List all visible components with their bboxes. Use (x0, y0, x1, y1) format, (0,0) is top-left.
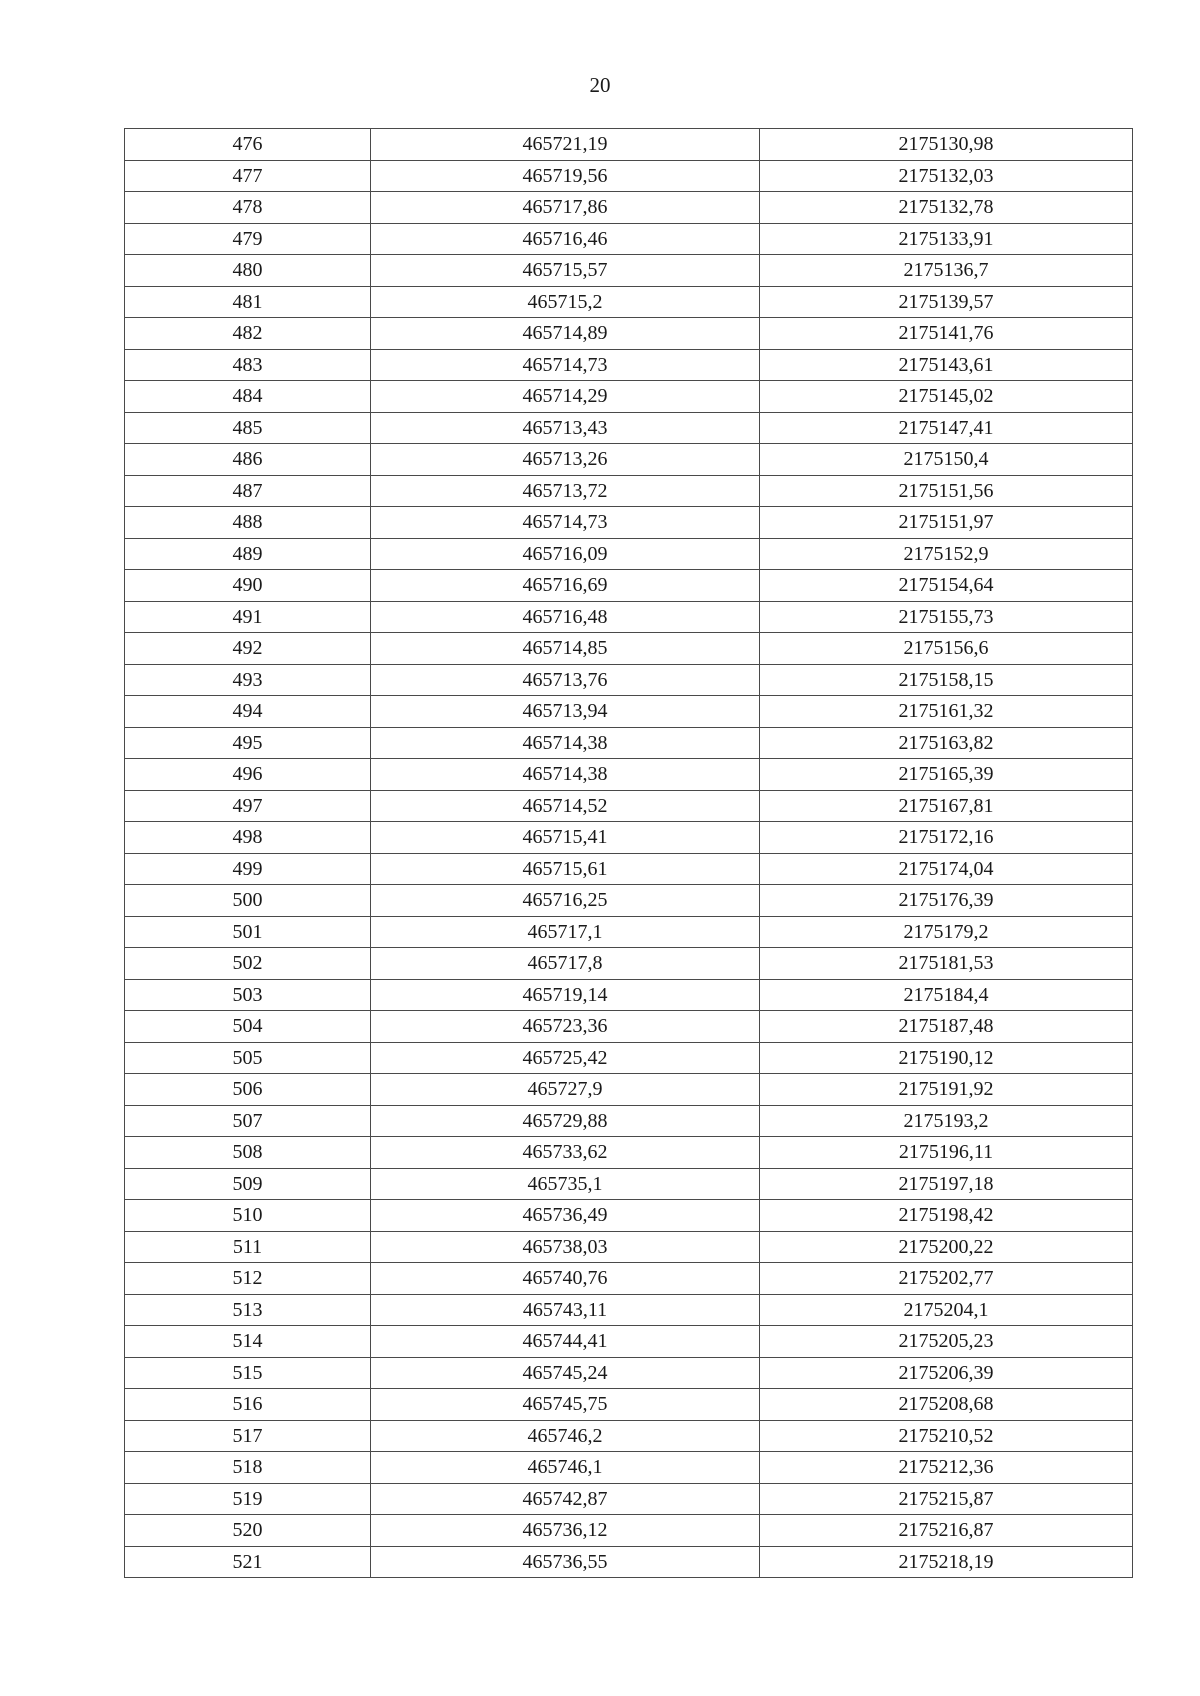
point-number-cell: 491 (125, 601, 371, 633)
point-number-cell: 505 (125, 1042, 371, 1074)
table-row (125, 979, 1133, 1011)
table-row (125, 255, 1133, 287)
page-number: 20 (589, 73, 611, 97)
point-number-cell: 521 (125, 1546, 371, 1578)
point-number-cell: 513 (125, 1294, 371, 1326)
y-coordinate-cell: 2175130,98 (760, 129, 1133, 161)
y-coordinate-cell: 2175190,12 (760, 1042, 1133, 1074)
table-row (125, 696, 1133, 728)
y-coordinate-cell: 2175184,4 (760, 979, 1133, 1011)
y-coordinate-cell: 2175150,4 (760, 444, 1133, 476)
table-row (125, 160, 1133, 192)
y-coordinate-cell: 2175212,36 (760, 1452, 1133, 1484)
table-row (125, 223, 1133, 255)
y-coordinate-cell: 2175156,6 (760, 633, 1133, 665)
point-number-cell: 509 (125, 1168, 371, 1200)
x-coordinate-cell: 465733,62 (371, 1137, 760, 1169)
table-row (125, 507, 1133, 539)
point-number-cell: 503 (125, 979, 371, 1011)
x-coordinate-cell: 465715,57 (371, 255, 760, 287)
table-row (125, 1294, 1133, 1326)
x-coordinate-cell: 465715,61 (371, 853, 760, 885)
y-coordinate-cell: 2175191,92 (760, 1074, 1133, 1106)
point-number-cell: 510 (125, 1200, 371, 1232)
y-coordinate-cell: 2175208,68 (760, 1389, 1133, 1421)
x-coordinate-cell: 465743,11 (371, 1294, 760, 1326)
point-number-cell: 476 (125, 129, 371, 161)
x-coordinate-cell: 465715,41 (371, 822, 760, 854)
x-coordinate-cell: 465713,72 (371, 475, 760, 507)
point-number-cell: 519 (125, 1483, 371, 1515)
x-coordinate-cell: 465744,41 (371, 1326, 760, 1358)
x-coordinate-cell: 465714,89 (371, 318, 760, 350)
y-coordinate-cell: 2175204,1 (760, 1294, 1133, 1326)
point-number-cell: 520 (125, 1515, 371, 1547)
table-row (125, 286, 1133, 318)
x-coordinate-cell: 465735,1 (371, 1168, 760, 1200)
x-coordinate-cell: 465745,75 (371, 1389, 760, 1421)
x-coordinate-cell: 465716,48 (371, 601, 760, 633)
x-coordinate-cell: 465738,03 (371, 1231, 760, 1263)
y-coordinate-cell: 2175181,53 (760, 948, 1133, 980)
table-row (125, 1200, 1133, 1232)
x-coordinate-cell: 465717,86 (371, 192, 760, 224)
x-coordinate-cell: 465725,42 (371, 1042, 760, 1074)
y-coordinate-cell: 2175197,18 (760, 1168, 1133, 1200)
x-coordinate-cell: 465713,26 (371, 444, 760, 476)
y-coordinate-cell: 2175151,56 (760, 475, 1133, 507)
table-row (125, 1011, 1133, 1043)
table-row (125, 759, 1133, 791)
point-number-cell: 502 (125, 948, 371, 980)
table-row (125, 885, 1133, 917)
table-row (125, 1452, 1133, 1484)
table-row (125, 1074, 1133, 1106)
point-number-cell: 501 (125, 916, 371, 948)
point-number-cell: 507 (125, 1105, 371, 1137)
point-number-cell: 500 (125, 885, 371, 917)
x-coordinate-cell: 465719,56 (371, 160, 760, 192)
point-number-cell: 488 (125, 507, 371, 539)
y-coordinate-cell: 2175216,87 (760, 1515, 1133, 1547)
x-coordinate-cell: 465716,09 (371, 538, 760, 570)
x-coordinate-cell: 465745,24 (371, 1357, 760, 1389)
y-coordinate-cell: 2175202,77 (760, 1263, 1133, 1295)
x-coordinate-cell: 465716,69 (371, 570, 760, 602)
y-coordinate-cell: 2175139,57 (760, 286, 1133, 318)
y-coordinate-cell: 2175210,52 (760, 1420, 1133, 1452)
y-coordinate-cell: 2175155,73 (760, 601, 1133, 633)
point-number-cell: 492 (125, 633, 371, 665)
x-coordinate-cell: 465714,85 (371, 633, 760, 665)
x-coordinate-cell: 465715,2 (371, 286, 760, 318)
table-row (125, 948, 1133, 980)
y-coordinate-cell: 2175152,9 (760, 538, 1133, 570)
x-coordinate-cell: 465713,43 (371, 412, 760, 444)
point-number-cell: 485 (125, 412, 371, 444)
x-coordinate-cell: 465716,25 (371, 885, 760, 917)
point-number-cell: 481 (125, 286, 371, 318)
table-row (125, 381, 1133, 413)
point-number-cell: 483 (125, 349, 371, 381)
y-coordinate-cell: 2175133,91 (760, 223, 1133, 255)
table-row (125, 633, 1133, 665)
point-number-cell: 498 (125, 822, 371, 854)
point-number-cell: 495 (125, 727, 371, 759)
table-row (125, 475, 1133, 507)
x-coordinate-cell: 465736,49 (371, 1200, 760, 1232)
table-row (125, 1515, 1133, 1547)
x-coordinate-cell: 465714,38 (371, 727, 760, 759)
x-coordinate-cell: 465713,94 (371, 696, 760, 728)
table-row (125, 1326, 1133, 1358)
y-coordinate-cell: 2175179,2 (760, 916, 1133, 948)
point-number-cell: 504 (125, 1011, 371, 1043)
y-coordinate-cell: 2175215,87 (760, 1483, 1133, 1515)
x-coordinate-cell: 465714,73 (371, 507, 760, 539)
x-coordinate-cell: 465721,19 (371, 129, 760, 161)
point-number-cell: 516 (125, 1389, 371, 1421)
table-row (125, 1137, 1133, 1169)
y-coordinate-cell: 2175158,15 (760, 664, 1133, 696)
table-row (125, 1105, 1133, 1137)
point-number-cell: 517 (125, 1420, 371, 1452)
point-number-cell: 496 (125, 759, 371, 791)
y-coordinate-cell: 2175147,41 (760, 412, 1133, 444)
y-coordinate-cell: 2175154,64 (760, 570, 1133, 602)
table-row (125, 1231, 1133, 1263)
point-number-cell: 511 (125, 1231, 371, 1263)
y-coordinate-cell: 2175151,97 (760, 507, 1133, 539)
x-coordinate-cell: 465714,29 (371, 381, 760, 413)
y-coordinate-cell: 2175132,78 (760, 192, 1133, 224)
y-coordinate-cell: 2175176,39 (760, 885, 1133, 917)
y-coordinate-cell: 2175165,39 (760, 759, 1133, 791)
table-row (125, 1357, 1133, 1389)
x-coordinate-cell: 465727,9 (371, 1074, 760, 1106)
y-coordinate-cell: 2175193,2 (760, 1105, 1133, 1137)
x-coordinate-cell: 465723,36 (371, 1011, 760, 1043)
y-coordinate-cell: 2175143,61 (760, 349, 1133, 381)
point-number-cell: 487 (125, 475, 371, 507)
table-row (125, 1546, 1133, 1578)
point-number-cell: 480 (125, 255, 371, 287)
y-coordinate-cell: 2175205,23 (760, 1326, 1133, 1358)
table-row (125, 664, 1133, 696)
table-row (125, 349, 1133, 381)
x-coordinate-cell: 465716,46 (371, 223, 760, 255)
point-number-cell: 508 (125, 1137, 371, 1169)
y-coordinate-cell: 2175167,81 (760, 790, 1133, 822)
y-coordinate-cell: 2175218,19 (760, 1546, 1133, 1578)
point-number-cell: 499 (125, 853, 371, 885)
y-coordinate-cell: 2175145,02 (760, 381, 1133, 413)
table-row (125, 601, 1133, 633)
y-coordinate-cell: 2175206,39 (760, 1357, 1133, 1389)
y-coordinate-cell: 2175196,11 (760, 1137, 1133, 1169)
table-row (125, 1389, 1133, 1421)
point-number-cell: 482 (125, 318, 371, 350)
point-number-cell: 489 (125, 538, 371, 570)
y-coordinate-cell: 2175200,22 (760, 1231, 1133, 1263)
table-row (125, 1483, 1133, 1515)
x-coordinate-cell: 465746,2 (371, 1420, 760, 1452)
y-coordinate-cell: 2175187,48 (760, 1011, 1133, 1043)
table-row (125, 1263, 1133, 1295)
x-coordinate-cell: 465717,8 (371, 948, 760, 980)
y-coordinate-cell: 2175161,32 (760, 696, 1133, 728)
y-coordinate-cell: 2175172,16 (760, 822, 1133, 854)
x-coordinate-cell: 465719,14 (371, 979, 760, 1011)
table-row (125, 538, 1133, 570)
y-coordinate-cell: 2175174,04 (760, 853, 1133, 885)
table-row (125, 444, 1133, 476)
point-number-cell: 497 (125, 790, 371, 822)
point-number-cell: 518 (125, 1452, 371, 1484)
table-row (125, 1420, 1133, 1452)
table-row (125, 570, 1133, 602)
x-coordinate-cell: 465714,38 (371, 759, 760, 791)
table-row (125, 790, 1133, 822)
point-number-cell: 490 (125, 570, 371, 602)
y-coordinate-cell: 2175141,76 (760, 318, 1133, 350)
table-row (125, 129, 1133, 161)
point-number-cell: 478 (125, 192, 371, 224)
table-row (125, 192, 1133, 224)
point-number-cell: 484 (125, 381, 371, 413)
point-number-cell: 493 (125, 664, 371, 696)
point-number-cell: 515 (125, 1357, 371, 1389)
table-row (125, 412, 1133, 444)
table-row (125, 1042, 1133, 1074)
table-row (125, 853, 1133, 885)
table-row (125, 727, 1133, 759)
point-number-cell: 486 (125, 444, 371, 476)
x-coordinate-cell: 465736,12 (371, 1515, 760, 1547)
x-coordinate-cell: 465736,55 (371, 1546, 760, 1578)
y-coordinate-cell: 2175132,03 (760, 160, 1133, 192)
point-number-cell: 514 (125, 1326, 371, 1358)
x-coordinate-cell: 465713,76 (371, 664, 760, 696)
point-number-cell: 477 (125, 160, 371, 192)
x-coordinate-cell: 465729,88 (371, 1105, 760, 1137)
x-coordinate-cell: 465714,73 (371, 349, 760, 381)
point-number-cell: 512 (125, 1263, 371, 1295)
table-row (125, 1168, 1133, 1200)
y-coordinate-cell: 2175136,7 (760, 255, 1133, 287)
y-coordinate-cell: 2175163,82 (760, 727, 1133, 759)
point-number-cell: 494 (125, 696, 371, 728)
x-coordinate-cell: 465714,52 (371, 790, 760, 822)
point-number-cell: 479 (125, 223, 371, 255)
point-number-cell: 506 (125, 1074, 371, 1106)
coordinates-table (124, 128, 1133, 1578)
x-coordinate-cell: 465740,76 (371, 1263, 760, 1295)
table-row (125, 916, 1133, 948)
x-coordinate-cell: 465746,1 (371, 1452, 760, 1484)
coordinates-table-body (125, 129, 1133, 1578)
x-coordinate-cell: 465717,1 (371, 916, 760, 948)
table-row (125, 822, 1133, 854)
y-coordinate-cell: 2175198,42 (760, 1200, 1133, 1232)
x-coordinate-cell: 465742,87 (371, 1483, 760, 1515)
table-row (125, 318, 1133, 350)
